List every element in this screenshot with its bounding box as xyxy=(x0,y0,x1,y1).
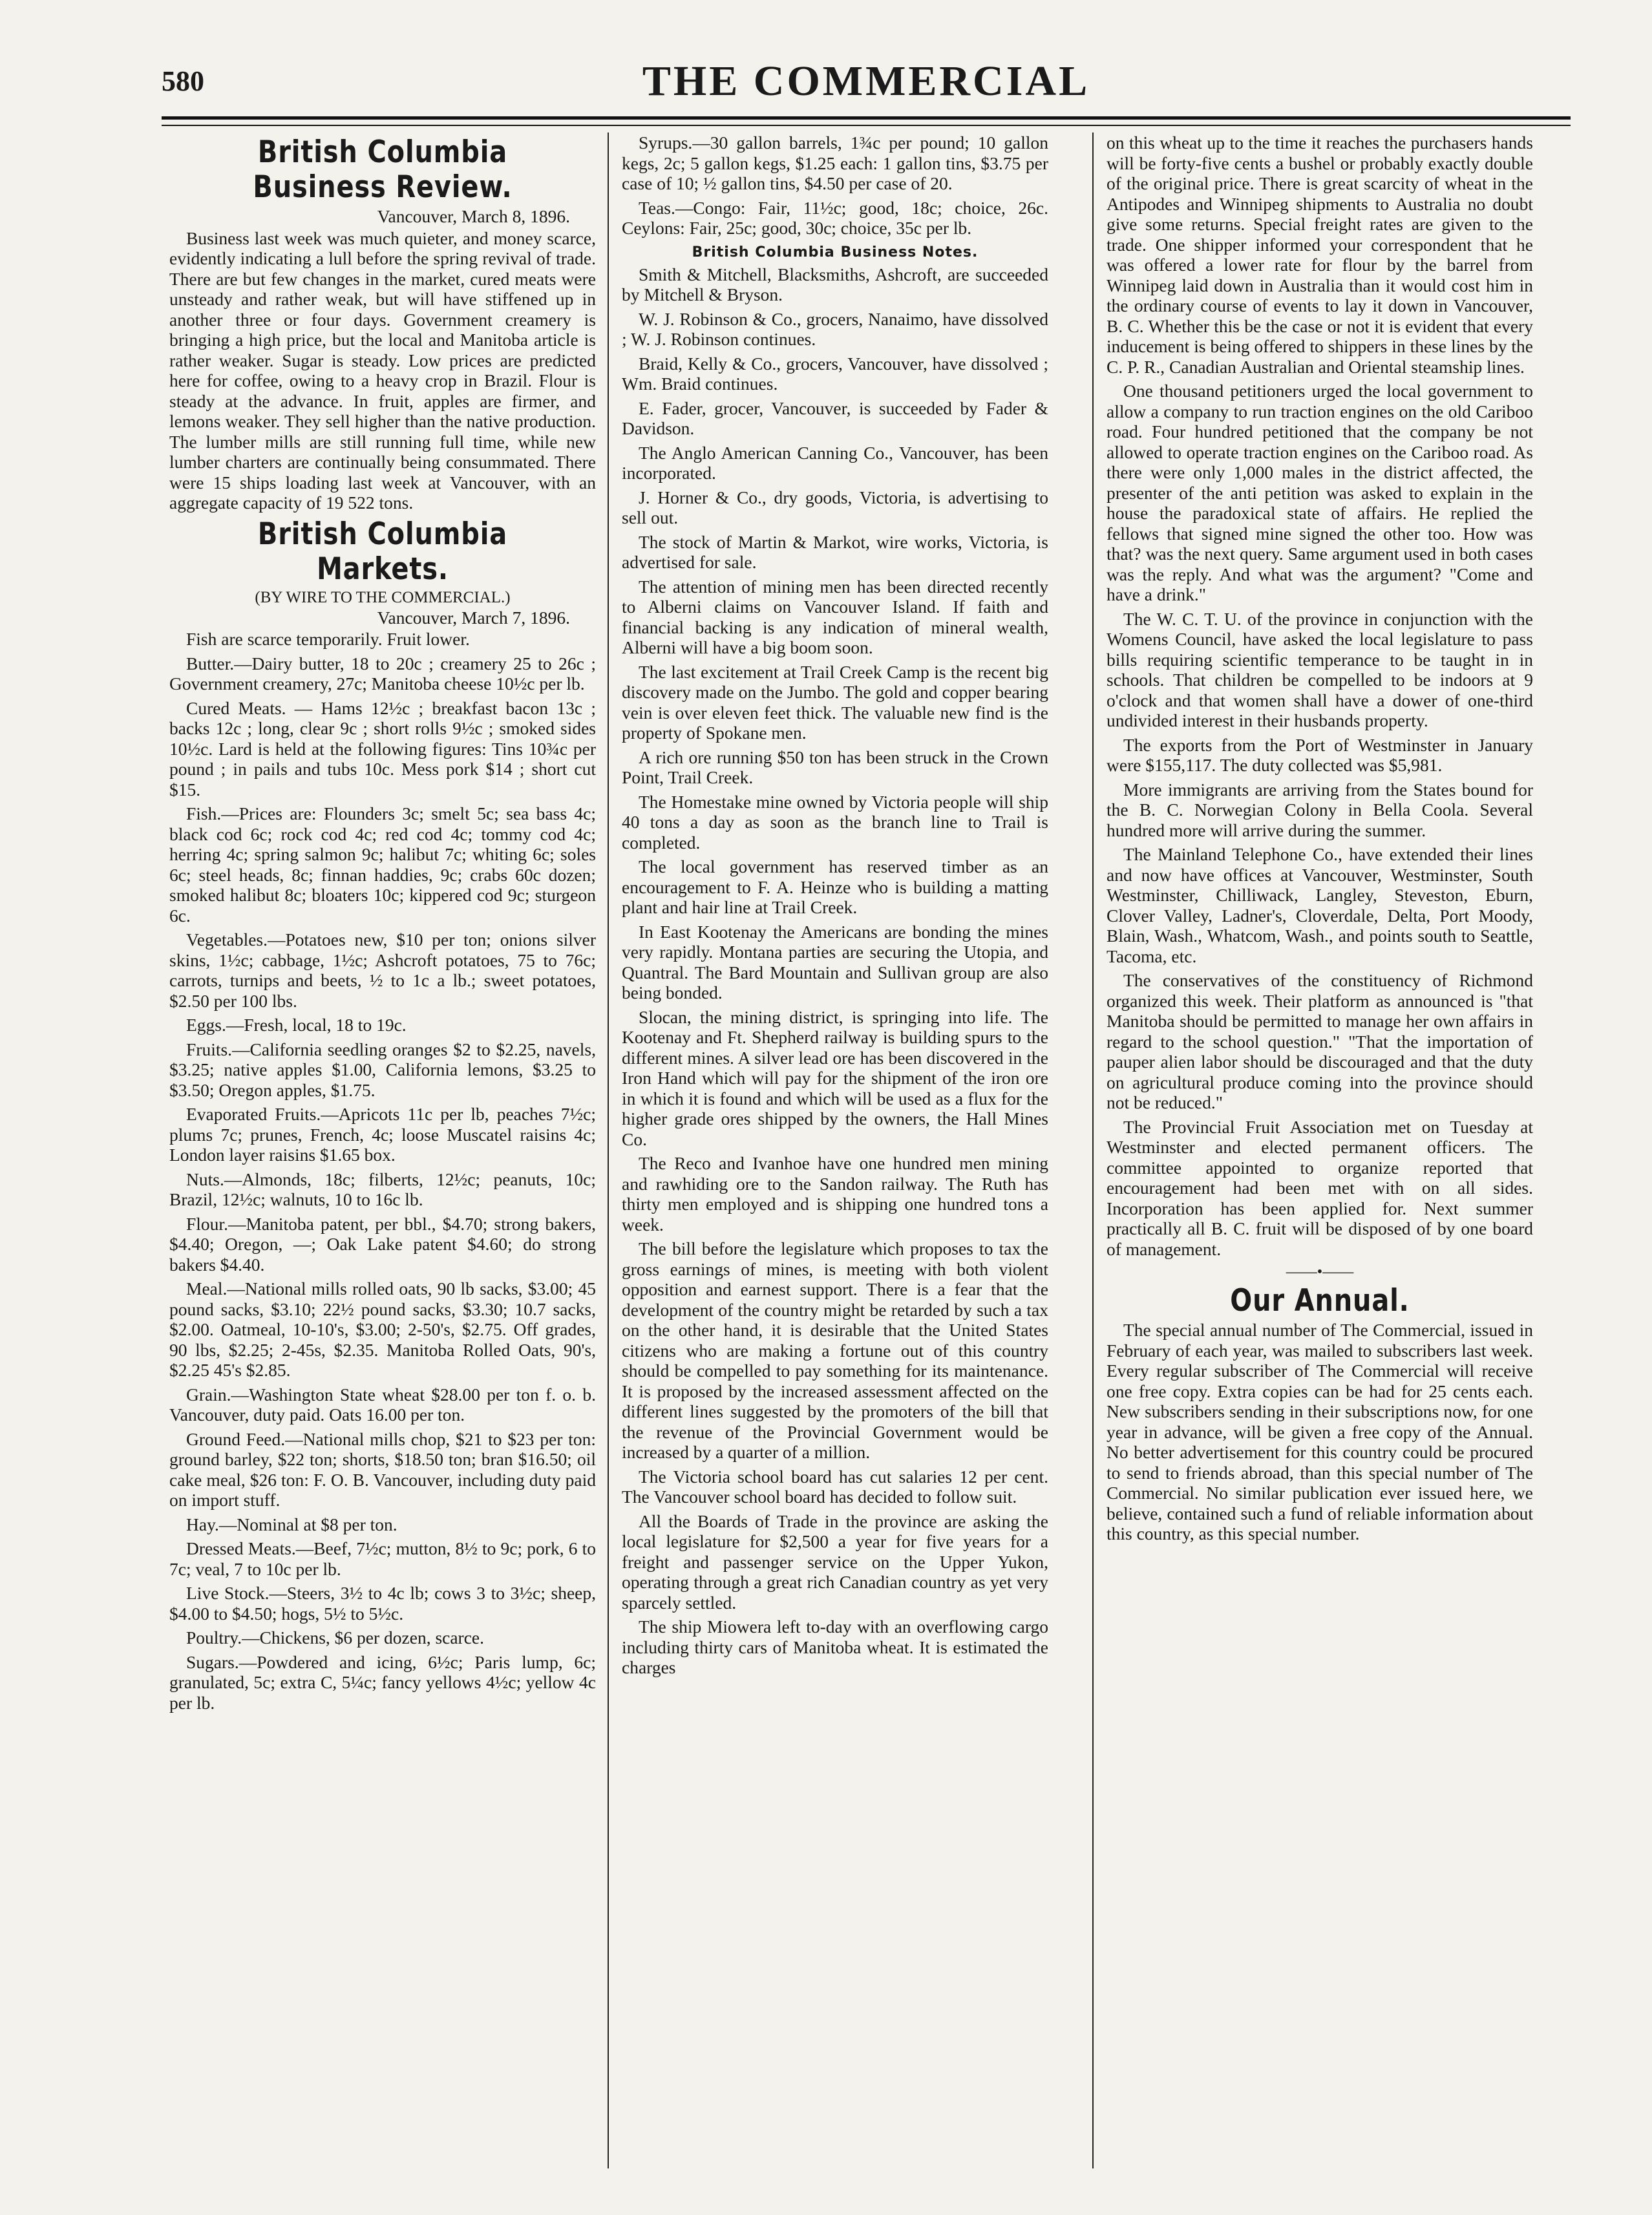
paragraph: Evaporated Fruits.—Apricots 11c per lb, peaches 7½c; plums 7c; prunes, French, 4c; loose Muscatel raisins 4c; London layer raisins $1.65 box. xyxy=(169,1104,596,1165)
paragraph: W. J. Robinson & Co., grocers, Nanaimo, have dissolved ; W. J. Robinson continues. xyxy=(622,308,1048,349)
masthead xyxy=(162,53,1571,124)
column-1 xyxy=(169,132,596,1717)
paragraph: Meal.—National mills rolled oats, 90 lb sacks, $3.00; 45 pound sacks, $3.10; 22½ pound sacks, $3.30; 10.7 sacks, $2.00. Oatmeal, 10-10's, $3.00; 2-50's, $2.75. Off grades, 90 lbs, $2.25; 2-45s, $2.35. Manitoba Rolled Oats, 90's, $2.25 45's $2.85. xyxy=(169,1278,596,1380)
paragraph: E. Fader, grocer, Vancouver, is succeeded by Fader & Davidson. xyxy=(622,397,1048,438)
paragraph: Nuts.—Almonds, 18c; filberts, 12½c; peanuts, 10c; Brazil, 12½c; walnuts, 10 to 16c lb. xyxy=(169,1169,596,1209)
paragraph: The last excitement at Trail Creek Camp is the recent big discovery made on the Jumbo. The gold and copper bearing vein is over eleven feet thick. The valuable new find is the property of Spokane men. xyxy=(622,661,1048,743)
paragraph: Business last week was much quieter, and money scarce, evidently indicating a lull before the spring revival of trade. There are but few changes in the market, cured meats were unsteady and rather weak, but will have stiffened up in another three or four days. Government creamery is bringing a high price, but the local and Manitoba article is rather weaker. Sugar is steady. Low prices are predicted here for coffee, owing to a heavy crop in Brazil. Flour is steady at the advance. In fruit, apples are firmer, and lemons weaker. They sell higher than the native production. The lumber mills are still running full time, while new lumber charters are continually being consummated. There were 15 ships loading last week at Vancouver, with an aggregate capacity of 19 522 tons. xyxy=(169,228,596,513)
paragraph: Slocan, the mining district, is springing into life. The Kootenay and Ft. Shepherd railway is building spurs to the different mines. A silver lead ore has been discovered in the Iron Hand which will pay for the shipment of the iron ore in which it is found and which will be used as a flux for the higher grade ores shipped by the owners, the Hall Mines Co. xyxy=(622,1006,1048,1149)
paragraph: Sugars.—Powdered and icing, 6½c; Paris lump, 6c; granulated, 5c; extra C, 5¼c; fancy yellows 4½c; yellow 4c per lb. xyxy=(169,1651,596,1713)
paragraph: The Mainland Telephone Co., have extended their lines and now have offices at Vancouver, Westminster, South Westminster, Chilliwack, Langley, Steveston, Eburn, Clover Valley, Ladner's, Cloverdale, Delta, Port Moody, Blain, Wash., Whatcom, Wash., and points south to Seattle, Tacoma, etc. xyxy=(1107,844,1533,966)
paragraph: Live Stock.—Steers, 3½ to 4c lb; cows 3 to 3½c; sheep, $4.00 to $4.50; hogs, 5½ to 5½c. xyxy=(169,1583,596,1624)
paragraph: Hay.—Nominal at $8 per ton. xyxy=(186,1514,397,1534)
paragraph: Smith & Mitchell, Blacksmiths, Ashcroft, are succeeded by Mitchell & Bryson. xyxy=(622,264,1048,304)
paragraph: Braid, Kelly & Co., grocers, Vancouver, have dissolved ; Wm. Braid continues. xyxy=(622,353,1048,394)
column-rule xyxy=(1092,132,1094,2168)
column-rule xyxy=(608,132,609,2168)
paragraph: The stock of Martin & Markot, wire works, Victoria, is advertised for sale. xyxy=(622,531,1048,572)
paragraph: Fruits.—California seedling oranges $2 to $2.25, navels, $3.25; native apples $1.00, California lemons, $3.25 to $3.50; Oregon apples, $1.75. xyxy=(169,1039,596,1100)
article-title: British Columbia Business Review. xyxy=(253,134,513,205)
masthead-rule xyxy=(162,116,1571,126)
paragraph: A rich ore running $50 ton has been struck in the Crown Point, Trail Creek. xyxy=(622,747,1048,787)
paragraph: The Provincial Fruit Association met on Tuesday at Westminster and elected permanent officers. The committee appointed to organize reported that encouragement had been met with on all sides. Incorporation has been applied for. Next summer practically all B. C. fruit will be disposed of by one board of management. xyxy=(1107,1116,1533,1259)
column-2 xyxy=(622,132,1048,1682)
dateline: Vancouver, March 7, 1896. xyxy=(377,607,570,628)
paragraph: Fish.—Prices are: Flounders 3c; smelt 5c; sea bass 4c; black cod 6c; rock cod 4c; red cod 4c; tommy cod 4c; herring 4c; spring salmon 9c; halibut 7c; whiting 6c; soles 6c; steel heads, 8c; finnan haddies, 9c; crabs 60c dozen; smoked halibut 8c; bloaters 10c; kippered cod 9c; sturgeon 6c. xyxy=(169,803,596,926)
paragraph: The conservatives of the constituency of Richmond organized this week. Their platform as announced is "that Manitoba should be permitted to manage her own affairs in regard to the school question." "That the importation of pauper alien labor should be discouraged and that the duty on agricultural produce coming into the province should not be reduced." xyxy=(1107,970,1533,1112)
paragraph: Syrups.—30 gallon barrels, 1¾c per pound; 10 gallon kegs, 2c; 5 gallon kegs, $1.25 each: 1 gallon tins, $3.75 per case of 10; ½ gallon tins, $4.50 per case of 20. xyxy=(622,132,1048,193)
paragraph: The exports from the Port of Westminster in January were $155,117. The duty collected was $5,981. xyxy=(1107,734,1533,775)
paragraph: Cured Meats. — Hams 12½c ; breakfast bacon 13c ; backs 12c ; long, clear 9c ; short rolls 9½c ; smoked sides 10½c. Lard is held at the following figures: Tins 10¾c per pound ; in pails and tubs 10c. Mess pork $14 ; short cut $15. xyxy=(169,697,596,800)
paragraph: All the Boards of Trade in the province are asking the local legislature for $2,500 a year for five years for a freight and passenger service on the Upper Yukon, operating through a great rich Canadian country as yet very sparcely settled. xyxy=(622,1510,1048,1613)
paragraph: One thousand petitioners urged the local government to allow a company to run traction engines on the old Cariboo road. Four hundred petitioned that the company be not allowed to operate traction engines on the Cariboo road. As there were only 1,000 males in the district affected, the presenter of the anti petition was asked to explain in the house the paradoxical state of affairs. He replied the fellows that signed mine signed the other too. How was that? was the next query. Same argument used in both cases was the reply. And what was the argument? "Come and have a drink." xyxy=(1107,381,1533,604)
article-title: Our Annual. xyxy=(1230,1283,1410,1319)
paragraph: on this wheat up to the time it reaches the purchasers hands will be forty-five cents a bushel or probably exactly double of the original price. There is great scarcity of wheat in the Antipodes and Winnipeg shipments to Australia no doubt give some returns. Special freight rates are given to the trade. One shipper informed your correspondent that he was offered a lower rate for flour by the barrel from Winnipeg laid down in Australia than it would cost him in the ordinary course of events to lay it down in Vancouver, B. C. Whether this be the case or not it is evident that every inducement is being offered to shippers in these lines by the C. P. R., Canadian Australian and Oriental steamship lines. xyxy=(1107,132,1533,377)
paragraph: Flour.—Manitoba patent, per bbl., $4.70; strong bakers, $4.40; Oregon, —; Oak Lake patent $4.60; do strong bakers $4.40. xyxy=(169,1213,596,1275)
paragraph: Fish are scarce temporarily. Fruit lower. xyxy=(186,629,470,649)
paragraph: More immigrants are arriving from the States bound for the B. C. Norwegian Colony in Bella Coola. Several hundred more will arrive during the summer. xyxy=(1107,779,1533,840)
page-number: 580 xyxy=(162,65,204,97)
paragraph: The Victoria school board has cut salaries 12 per cent. The Vancouver school board has decided to follow suit. xyxy=(622,1466,1048,1507)
paragraph: The local government has reserved timber as an encouragement to F. A. Heinze who is building a matting plant and hair line at Trail Creek. xyxy=(622,856,1048,917)
paragraph: Poultry.—Chickens, $6 per dozen, scarce. xyxy=(186,1627,485,1648)
paragraph: Vegetables.—Potatoes new, $10 per ton; onions silver skins, 1½c; cabbage, 1½c; Ashcroft potatoes, 75 to 76c; carrots, turnips and beets, ½ to 1c a lb.; sweet potatoes, $2.50 per 100 lbs. xyxy=(169,929,596,1011)
paragraph: The Reco and Ivanhoe have one hundred men mining and rawhiding ore to the Sandon railway. The Ruth has thirty men employed and is shipping one hundred tons a week. xyxy=(622,1153,1048,1235)
paragraph: The ship Miowera left to-day with an overflowing cargo including thirty cars of Manitoba wheat. It is estimated the charges xyxy=(622,1616,1048,1677)
paragraph: J. Horner & Co., dry goods, Victoria, is advertising to sell out. xyxy=(622,487,1048,527)
section-title: British Columbia Business Notes. xyxy=(692,244,979,260)
section-separator: ——•—— xyxy=(1286,1264,1354,1280)
paragraph: In East Kootenay the Americans are bonding the mines very rapidly. Montana parties are securing the Utopia, and Quantral. The Bard Mountain and Sullivan group are also being bonded. xyxy=(622,921,1048,1002)
paragraph: Dressed Meats.—Beef, 7½c; mutton, 8½ to 9c; pork, 6 to 7c; veal, 7 to 10c per lb. xyxy=(169,1538,596,1579)
paragraph: The special annual number of The Commercial, issued in February of each year, was mailed to subscribers last week. Every regular subscriber of The Commercial will receive one free copy. Extra copies can be had for 25 cents each. New subscribers sending in their subscriptions now, for one year in advance, will be given a free copy of the Annual. No better advertisement for this country could be procured to send to friends abroad, than this special number of The Commercial. No similar publication ever issued here, we believe, contained such a fund of reliable information about this country, as this special number. xyxy=(1107,1320,1533,1543)
paragraph: The Anglo American Canning Co., Vancouver, has been incorporated. xyxy=(622,442,1048,483)
paragraph: Butter.—Dairy butter, 18 to 20c ; creamery 25 to 26c ; Government creamery, 27c; Manitoba cheese 10½c per lb. xyxy=(169,653,596,694)
paragraph: Grain.—Washington State wheat $28.00 per ton f. o. b. Vancouver, duty paid. Oats 16.00 per ton. xyxy=(169,1384,596,1425)
paragraph: Eggs.—Fresh, local, 18 to 19c. xyxy=(186,1015,407,1035)
paragraph: The W. C. T. U. of the province in conjunction with the Womens Council, have asked the local legislature to pass bills requiring scientific temperance to be taught in in schools. That children be compelled to be indoors at 9 o'clock and that women shall have a dower of one-third undivided interest in their husbands property. xyxy=(1107,608,1533,730)
byline: (BY WIRE TO THE COMMERCIAL.) xyxy=(255,588,511,606)
paragraph: Ground Feed.—National mills chop, $21 to $23 per ton: ground barley, $22 ton; shorts, $18.50 ton; bran $16.50; oil cake meal, $26 ton: F. O. B. Vancouver, including duty paid on import stuff. xyxy=(169,1428,596,1510)
article-title: British Columbia Markets. xyxy=(257,516,508,587)
paragraph: The bill before the legislature which proposes to tax the gross earnings of mines, is meeting with both violent opposition and earnest support. There is a fear that the development of the country might be retarded by such a tax on the other hand, it is desirable that the United States citizens who are making a fortune out of this country should be compelled to pay something for its maintenance. It is proposed by the increased assessment affected on the different lines suggested by the promoters of the bill that the revenue of the Provincial Government would be increased by a quarter of a million. xyxy=(622,1238,1048,1462)
paragraph: Teas.—Congo: Fair, 11½c; good, 18c; choice, 26c. Ceylons: Fair, 25c; good, 30c; choice, 35c per lb. xyxy=(622,197,1048,238)
paper-title: THE COMMERCIAL xyxy=(642,58,1090,105)
paragraph: The Homestake mine owned by Victoria people will ship 40 tons a day as soon as the branch line to Trail is completed. xyxy=(622,791,1048,853)
column-3 xyxy=(1107,132,1533,1548)
dateline: Vancouver, March 8, 1896. xyxy=(377,206,570,226)
paragraph: The attention of mining men has been directed recently to Alberni claims on Vancouver Island. If faith and financial backing is any indication of mineral wealth, Alberni will have a big boom soon. xyxy=(622,576,1048,657)
